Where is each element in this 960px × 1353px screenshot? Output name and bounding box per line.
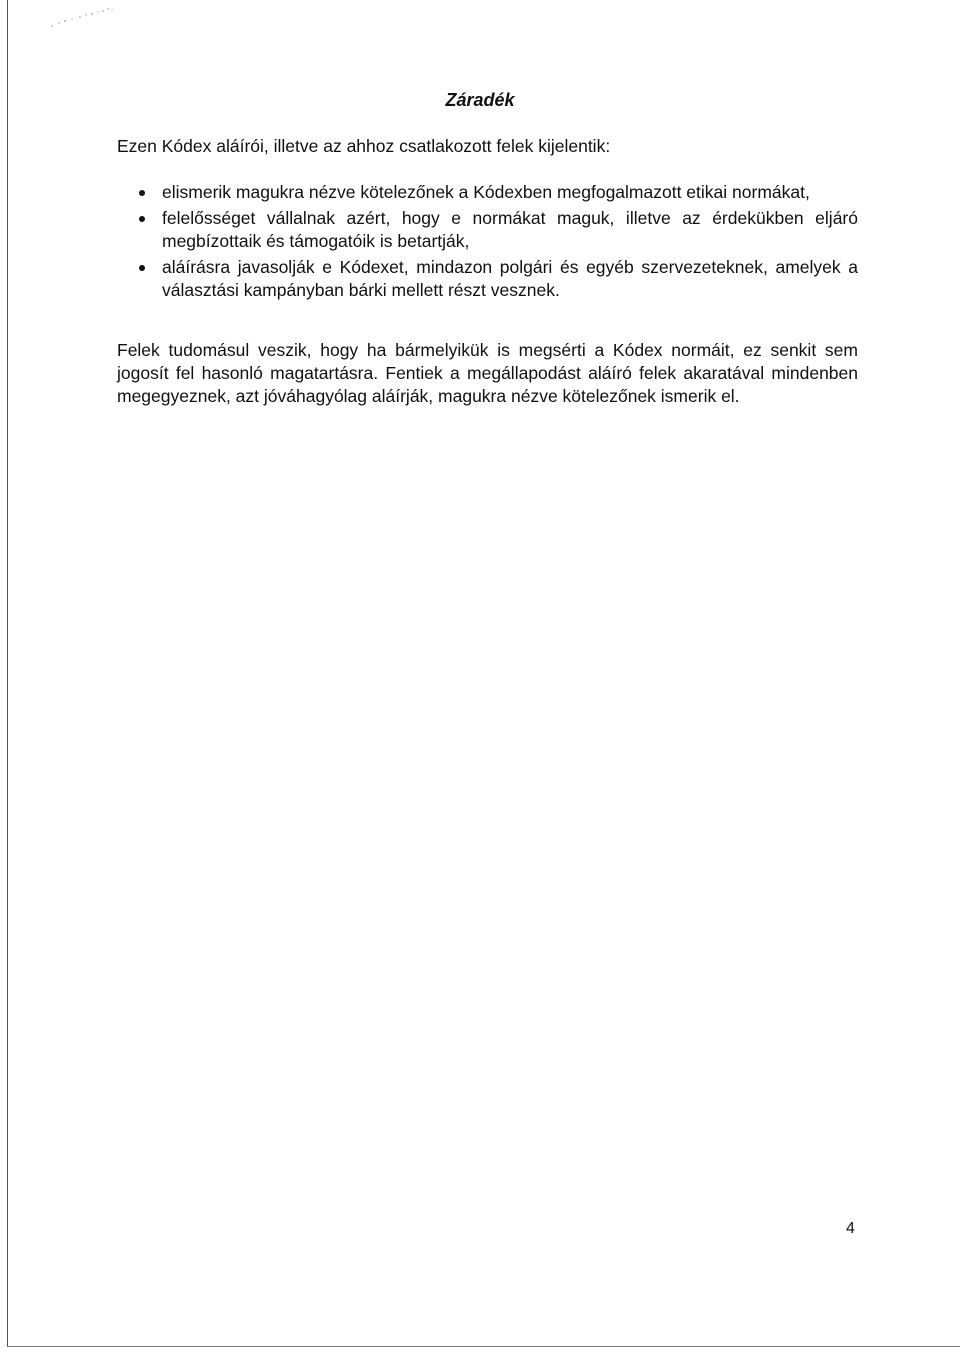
document-title: Záradék — [445, 90, 515, 110]
intro-paragraph: Ezen Kódex aláírói, illetve az ahhoz csatlakozott felek kijelentik: — [117, 136, 611, 156]
page-number: 4 — [846, 1220, 855, 1237]
declaration-item-text: aláírásra javasolják e Kódexet, mindazon polgári és egyéb szervezeteknek, amelyek a választási kampányban bárki mellett részt vesznek. — [162, 257, 858, 300]
bullet-icon — [139, 265, 145, 271]
scan-edge-bottom — [7, 1346, 960, 1347]
declaration-item — [117, 181, 858, 204]
declaration-item-text: felelősséget vállalnak azért, hogy e normákat maguk, illetve az érdekükben eljáró megbízottaik és támogatóik is betartják, — [162, 208, 858, 251]
declaration-list — [117, 181, 858, 305]
bullet-icon — [139, 190, 145, 196]
declaration-item — [117, 256, 858, 302]
closing-paragraph: Felek tudomásul veszik, hogy ha bármelyikük is megsérti a Kódex normáit, ez senkit sem jogosít fel hasonló magatartásra. Fentiek a megállapodást aláíró felek akaratával mindenben megegyeznek, azt jóváhagyólag aláírják, magukra nézve kötelezőnek ismerik el. — [117, 340, 858, 406]
scan-speckle-mark — [50, 6, 120, 30]
scan-edge-left — [7, 0, 8, 1346]
declaration-item-text: elismerik magukra nézve kötelezőnek a Kódexben megfogalmazott etikai normákat, — [162, 182, 810, 202]
bullet-icon — [139, 216, 145, 222]
declaration-item — [117, 207, 858, 253]
